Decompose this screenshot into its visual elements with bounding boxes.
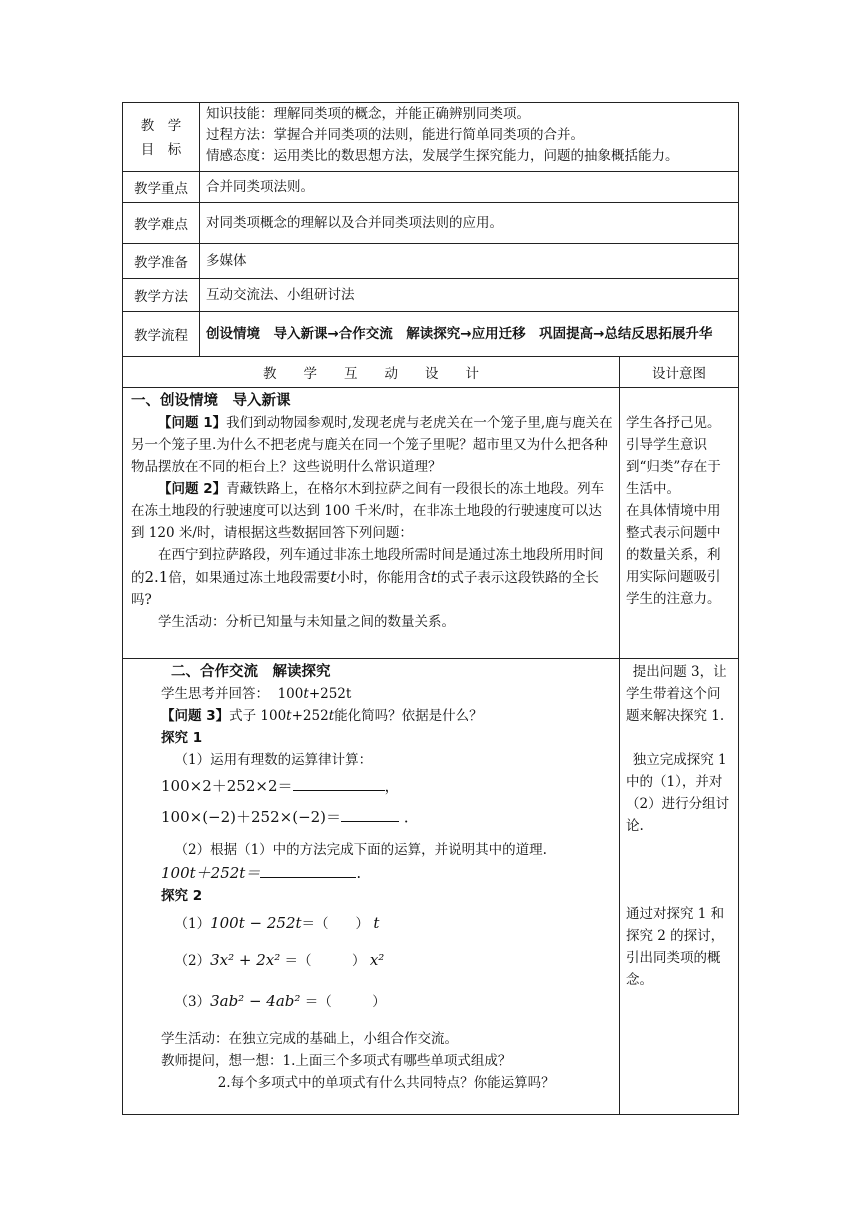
e2-item2-tail: ＝（ ） (284, 953, 366, 969)
expr2-end: ． (403, 808, 419, 826)
problem3-var-t: t (286, 708, 292, 724)
e2-item3-expr: 3ab² − 4ab² (210, 992, 301, 1010)
problem2-subquestion (131, 544, 613, 611)
answer-var-t: t (303, 686, 309, 702)
method-row (123, 279, 739, 312)
section1-row (123, 388, 739, 659)
intent2-c: 通过对探究 1 和探究 2 的探讨，引出同类项的概念。 (626, 906, 725, 988)
section2-intent (620, 659, 739, 1115)
var-t: t (330, 568, 337, 586)
student-activity-1: 学生活动：分析已知量与未知量之间的数量关系。 (158, 614, 455, 630)
goal-knowledge: 知识技能：理解同类项的概念，并能正确辨别同类项。 (206, 106, 530, 122)
section1-title: 一、创设情境 导入新课 (131, 393, 291, 409)
explore2-item2 (161, 940, 613, 981)
goal-emotion: 情感态度：运用类比的数思想方法，发展学生探究能力，问题的抽象概括能力。 (206, 148, 679, 164)
student-answer (161, 683, 613, 705)
prep-row (123, 244, 739, 279)
goals-label-bottom: 目 标 (140, 142, 182, 158)
explore2-title: 探究 2 (161, 888, 203, 904)
subq-part-c: 倍，如果通过冻土地段需要 (168, 570, 331, 586)
expr1-blank[interactable] (293, 776, 385, 791)
section2-row (123, 659, 739, 1115)
flow-row (123, 312, 739, 357)
goals-row (123, 103, 739, 172)
explore1-expr2 (161, 801, 613, 833)
explore1-item2: （2）根据（1）中的方法完成下面的运算，并说明其中的道理. (174, 842, 547, 858)
problem2 (131, 478, 613, 544)
student-activity-2: 学生活动：在独立完成的基础上，小组合作交流。 (161, 1031, 458, 1047)
teacher-question-1: 教师提问，想一想：1.上面三个多项式有哪些单项式组成？ (161, 1053, 512, 1069)
problem3-tag: 【问题 3】 (161, 708, 230, 724)
section1-content (123, 388, 620, 659)
problem1-text: 我们到动物园参观时,发现老虎与老虎关在一个笼子里,鹿与鹿关在另一个笼子里.为什么不把老虎与鹿关在同一个笼子里呢？超市里又为什么把各种物品摆放在不同的柜台上？这些说明什么常识道理？ (131, 415, 613, 475)
flow-value: 创设情境 导入新课→合作交流 解读探究→应用迁移 巩固提高→总结反思拓展升华 (200, 312, 739, 357)
expr1-end: ， (384, 777, 400, 795)
explore1-expr3 (161, 861, 613, 885)
problem3 (161, 705, 613, 727)
subq-part-e: 的式子表示这段铁路的全长吗? (131, 570, 599, 608)
answer-expr-a: 100 (277, 686, 304, 702)
problem2-text: 青藏铁路上，在格尔木到拉萨之间有一段很长的冻土地段。列车在冻土地段的行驶速度可以达到 100 千米/时，在非冻土地段的行驶速度可以达到 120 米/时，请根据这些数据回答下列问题： (131, 481, 605, 541)
explore1-expr1 (161, 771, 613, 801)
goal-process: 过程方法：掌握合并同类项的法则，能进行简单同类项的合并。 (206, 127, 584, 143)
problem1-tag: 【问题 1】 (158, 415, 227, 431)
key-label: 教学重点 (123, 172, 200, 203)
expr3-blank[interactable] (260, 863, 356, 878)
e2-item2-num: （2） (174, 953, 211, 969)
goals-content (200, 103, 739, 172)
explore1-item1: （1）运用有理数的运算律计算： (174, 752, 373, 768)
problem3-a: 式子 100 (229, 708, 287, 724)
expr3-end: . (356, 864, 362, 882)
e2-item1-expr: 100t − 252t (210, 914, 302, 932)
explore2-item3 (161, 981, 613, 1022)
explore1-title: 探究 1 (161, 730, 203, 746)
teacher-question-2: 2.每个多项式中的单项式有什么共同特点？你能运算吗？ (217, 1075, 555, 1091)
intent1-a: 学生各抒己见。引导学生意识到“归类”存在于生活中。 (626, 415, 721, 497)
problem3-var-t-2: t (328, 708, 335, 724)
expr1-text: 100×2＋252×2＝ (161, 777, 293, 795)
difficulty-label: 教学难点 (123, 203, 200, 244)
problem3-c: 能化简吗？依据是什么？ (334, 708, 483, 724)
expr2-blank[interactable] (341, 807, 399, 822)
goals-label-top: 教 学 (140, 118, 182, 134)
intent-header: 设计意图 (620, 357, 739, 388)
var-t-2: t (430, 568, 437, 586)
explore2-item1 (161, 907, 613, 940)
key-value: 合并同类项法则。 (200, 172, 739, 203)
key-row (123, 172, 739, 203)
problem3-b: +252 (291, 708, 329, 724)
problem2-tag: 【问题 2】 (158, 481, 227, 497)
e2-item3-tail: ＝（ ） (304, 994, 386, 1010)
e2-item1-tail: ＝（ ） (301, 916, 370, 932)
intent2-a: 提出问题 3，让学生带着这个问题来解决探究 1. (626, 664, 727, 724)
subq-part-a: 在西宁到拉萨路段，列车通过非冻土地段所需时间是通过冻土地段所用时间的 (131, 547, 604, 586)
e2-item3-num: （3） (174, 994, 211, 1010)
answer-label: 学生思考并回答： (161, 686, 269, 702)
intent1-b: 在具体情境中用整式表示问题中的数量关系，利用实际问题吸引学生的注意力。 (626, 503, 721, 607)
section2-content (123, 659, 620, 1115)
design-header-row (123, 357, 739, 388)
section1-intent (620, 388, 739, 659)
flow-label: 教学流程 (123, 312, 200, 357)
prep-label: 教学准备 (123, 244, 200, 279)
expr3-text: 100t＋252t＝ (161, 864, 261, 882)
subq-ratio: 2.1 (144, 568, 169, 586)
prep-value: 多媒体 (200, 244, 739, 279)
answer-expr-b: +252t (308, 686, 352, 702)
goals-label (123, 103, 200, 172)
design-header: 教 学 互 动 设 计 (123, 357, 620, 388)
difficulty-value: 对同类项概念的理解以及合并同类项法则的应用。 (200, 203, 739, 244)
difficulty-row (123, 203, 739, 244)
expr2-text: 100×(−2)＋252×(−2)＝ (161, 808, 342, 826)
section2-title: 二、合作交流 解读探究 (171, 664, 331, 680)
subq-part-d: 小时，你能用含 (336, 570, 431, 586)
lesson-plan-table (122, 102, 739, 1115)
problem1 (131, 412, 613, 478)
e2-item1-num: （1） (174, 916, 211, 932)
e2-item2-expr: 3x² + 2x² (210, 951, 281, 969)
e2-item2-var: x² (369, 951, 385, 969)
lesson-plan-page (122, 102, 738, 1115)
method-value: 互动交流法、小组研讨法 (200, 279, 739, 312)
intent2-b: 独立完成探究 1 中的（1），并对（2）进行分组讨论. (626, 752, 730, 834)
e2-item1-var: t (373, 914, 380, 932)
method-label: 教学方法 (123, 279, 200, 312)
